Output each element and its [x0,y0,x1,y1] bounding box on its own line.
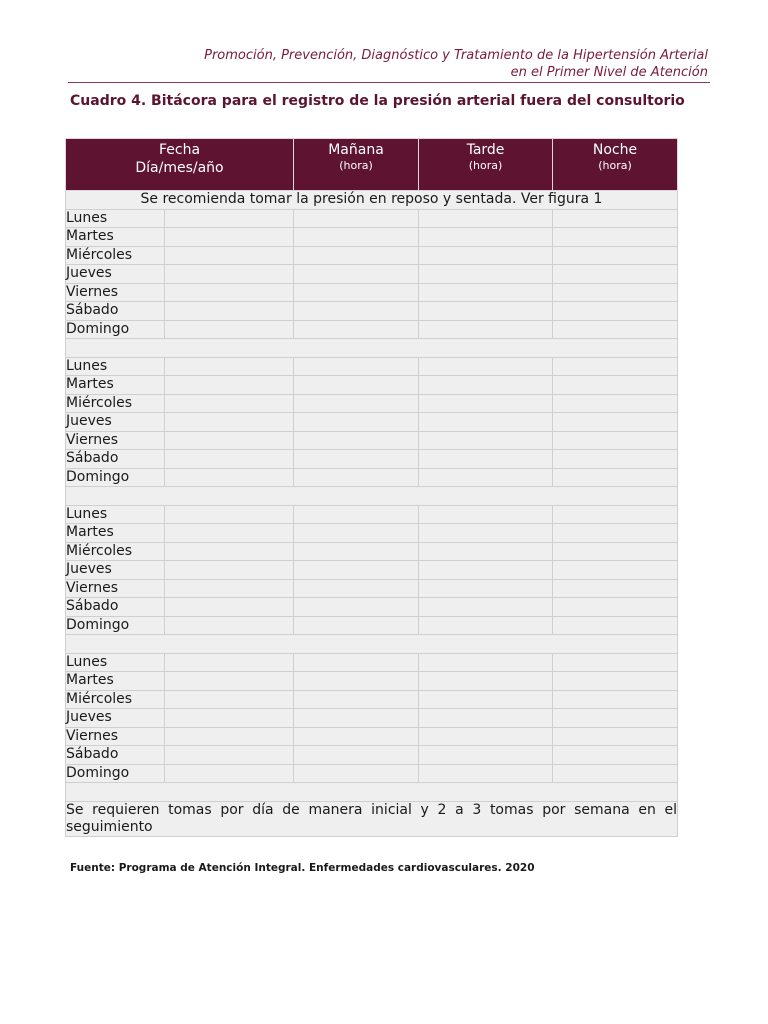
column-header-morning-unit: (hora) [339,159,373,172]
table-row [66,209,678,228]
blood-pressure-log-table [65,138,678,837]
night-entry-cell[interactable] [553,394,678,413]
morning-entry-cell[interactable] [294,357,419,376]
table-row [66,265,678,284]
date-entry-cell[interactable] [165,376,294,395]
column-header-afternoon-unit: (hora) [468,159,503,172]
afternoon-entry-cell[interactable] [419,413,553,432]
table-row [66,672,678,691]
day-label: Sábado [66,746,165,765]
day-label: Martes [66,376,165,395]
source-citation: Fuente: Programa de Atención Integral. Enfermedades cardiovasculares. 2020 [70,862,535,874]
column-header-morning-label: Mañana [328,142,384,158]
day-label: Jueves [66,413,165,432]
header-divider [68,82,710,83]
table-row [66,431,678,450]
night-entry-cell[interactable] [553,690,678,709]
afternoon-entry-cell[interactable] [419,616,553,635]
night-entry-cell[interactable] [553,524,678,543]
day-label: Lunes [66,653,165,672]
date-entry-cell[interactable] [165,598,294,617]
table-row [66,709,678,728]
day-label: Sábado [66,450,165,469]
week-separator-row [66,487,678,506]
week-separator-row [66,339,678,358]
date-entry-cell[interactable] [165,524,294,543]
morning-entry-cell[interactable] [294,468,419,487]
day-label: Sábado [66,302,165,321]
afternoon-entry-cell[interactable] [419,376,553,395]
week-separator-row [66,635,678,654]
afternoon-entry-cell[interactable] [419,579,553,598]
afternoon-entry-cell[interactable] [419,246,553,265]
table-row [66,653,678,672]
day-label: Martes [66,524,165,543]
morning-entry-cell[interactable] [294,505,419,524]
afternoon-entry-cell[interactable] [419,764,553,783]
column-header-night-unit: (hora) [598,159,632,172]
date-entry-cell[interactable] [165,302,294,321]
day-label: Miércoles [66,394,165,413]
date-entry-cell[interactable] [165,246,294,265]
document-header-line-2: en el Primer Nivel de Atención [510,65,708,80]
date-entry-cell[interactable] [165,320,294,339]
night-entry-cell[interactable] [553,727,678,746]
afternoon-entry-cell[interactable] [419,561,553,580]
table-row [66,561,678,580]
morning-entry-cell[interactable] [294,524,419,543]
morning-entry-cell[interactable] [294,320,419,339]
morning-entry-cell[interactable] [294,616,419,635]
column-header-afternoon [419,139,553,191]
recommendation-note: Se recomienda tomar la presión en reposo y sentada. Ver figura 1 [66,191,678,210]
afternoon-entry-cell[interactable] [419,431,553,450]
day-label: Miércoles [66,246,165,265]
day-label: Viernes [66,579,165,598]
morning-entry-cell[interactable] [294,561,419,580]
afternoon-entry-cell[interactable] [419,209,553,228]
morning-entry-cell[interactable] [294,413,419,432]
morning-entry-cell[interactable] [294,672,419,691]
night-entry-cell[interactable] [553,672,678,691]
date-entry-cell[interactable] [165,505,294,524]
night-entry-cell[interactable] [553,302,678,321]
date-entry-cell[interactable] [165,672,294,691]
day-label: Miércoles [66,690,165,709]
night-entry-cell[interactable] [553,561,678,580]
afternoon-entry-cell[interactable] [419,598,553,617]
date-entry-cell[interactable] [165,542,294,561]
column-header-date [66,139,294,191]
night-entry-cell[interactable] [553,450,678,469]
date-entry-cell[interactable] [165,616,294,635]
morning-entry-cell[interactable] [294,228,419,247]
day-label: Martes [66,228,165,247]
table-title: Cuadro 4. Bitácora para el registro de la presión arterial fuera del consultorio [70,93,685,109]
night-entry-cell[interactable] [553,209,678,228]
night-entry-cell[interactable] [553,764,678,783]
date-entry-cell[interactable] [165,265,294,284]
night-entry-cell[interactable] [553,228,678,247]
afternoon-entry-cell[interactable] [419,283,553,302]
day-label: Jueves [66,561,165,580]
afternoon-entry-cell[interactable] [419,302,553,321]
day-label: Domingo [66,616,165,635]
afternoon-entry-cell[interactable] [419,727,553,746]
afternoon-entry-cell[interactable] [419,450,553,469]
day-label: Jueves [66,709,165,728]
afternoon-entry-cell[interactable] [419,653,553,672]
morning-entry-cell[interactable] [294,209,419,228]
week-separator-cell [66,783,678,802]
table-row [66,468,678,487]
morning-entry-cell[interactable] [294,746,419,765]
table-row [66,320,678,339]
table-body [66,191,678,837]
afternoon-entry-cell[interactable] [419,746,553,765]
morning-entry-cell[interactable] [294,764,419,783]
week-separator-cell [66,339,678,358]
recommendation-row [66,191,678,210]
column-header-night [553,139,678,191]
column-header-date-format: Día/mes/año [135,160,224,176]
morning-entry-cell[interactable] [294,246,419,265]
week-separator-cell [66,635,678,654]
week-separator-cell [66,487,678,506]
date-entry-cell[interactable] [165,450,294,469]
morning-entry-cell[interactable] [294,690,419,709]
night-entry-cell[interactable] [553,653,678,672]
table-row [66,357,678,376]
table-row [66,302,678,321]
night-entry-cell[interactable] [553,746,678,765]
table-row [66,746,678,765]
table-row [66,376,678,395]
day-label: Jueves [66,265,165,284]
afternoon-entry-cell[interactable] [419,709,553,728]
date-entry-cell[interactable] [165,394,294,413]
table-row [66,542,678,561]
footer-note: Se requieren tomas por día de manera inicial y 2 a 3 tomas por semana en el seguimiento [66,801,677,835]
morning-entry-cell[interactable] [294,431,419,450]
night-entry-cell[interactable] [553,431,678,450]
day-label: Miércoles [66,542,165,561]
night-entry-cell[interactable] [553,320,678,339]
afternoon-entry-cell[interactable] [419,690,553,709]
morning-entry-cell[interactable] [294,653,419,672]
day-label: Sábado [66,598,165,617]
date-entry-cell[interactable] [165,209,294,228]
night-entry-cell[interactable] [553,616,678,635]
table-row [66,246,678,265]
footer-row [66,801,678,836]
day-label: Lunes [66,357,165,376]
night-entry-cell[interactable] [553,357,678,376]
date-entry-cell[interactable] [165,579,294,598]
night-entry-cell[interactable] [553,265,678,284]
table-row [66,450,678,469]
night-entry-cell[interactable] [553,413,678,432]
night-entry-cell[interactable] [553,579,678,598]
table-row [66,283,678,302]
afternoon-entry-cell[interactable] [419,505,553,524]
date-entry-cell[interactable] [165,357,294,376]
table-row [66,690,678,709]
date-entry-cell[interactable] [165,228,294,247]
afternoon-entry-cell[interactable] [419,524,553,543]
date-entry-cell[interactable] [165,709,294,728]
table-row [66,228,678,247]
day-label: Viernes [66,727,165,746]
day-label: Domingo [66,320,165,339]
morning-entry-cell[interactable] [294,450,419,469]
day-label: Domingo [66,764,165,783]
table-row [66,505,678,524]
morning-entry-cell[interactable] [294,265,419,284]
table-row [66,616,678,635]
date-entry-cell[interactable] [165,283,294,302]
date-entry-cell[interactable] [165,468,294,487]
morning-entry-cell[interactable] [294,727,419,746]
afternoon-entry-cell[interactable] [419,320,553,339]
date-entry-cell[interactable] [165,561,294,580]
table-row [66,524,678,543]
afternoon-entry-cell[interactable] [419,228,553,247]
date-entry-cell[interactable] [165,413,294,432]
date-entry-cell[interactable] [165,764,294,783]
night-entry-cell[interactable] [553,246,678,265]
night-entry-cell[interactable] [553,468,678,487]
day-label: Viernes [66,431,165,450]
afternoon-entry-cell[interactable] [419,672,553,691]
date-entry-cell[interactable] [165,746,294,765]
date-entry-cell[interactable] [165,690,294,709]
afternoon-entry-cell[interactable] [419,394,553,413]
night-entry-cell[interactable] [553,505,678,524]
afternoon-entry-cell[interactable] [419,265,553,284]
night-entry-cell[interactable] [553,542,678,561]
week-separator-row [66,783,678,802]
day-label: Viernes [66,283,165,302]
morning-entry-cell[interactable] [294,579,419,598]
afternoon-entry-cell[interactable] [419,468,553,487]
column-header-night-label: Noche [592,142,638,158]
column-header-afternoon-label: Tarde [466,142,505,158]
morning-entry-cell[interactable] [294,283,419,302]
date-entry-cell[interactable] [165,653,294,672]
morning-entry-cell[interactable] [294,394,419,413]
morning-entry-cell[interactable] [294,709,419,728]
table-row [66,394,678,413]
document-header-line-1: Promoción, Prevención, Diagnóstico y Tratamiento de la Hipertensión Arterial [204,48,708,63]
morning-entry-cell[interactable] [294,376,419,395]
date-entry-cell[interactable] [165,431,294,450]
morning-entry-cell[interactable] [294,302,419,321]
night-entry-cell[interactable] [553,709,678,728]
table-row [66,579,678,598]
table-row [66,413,678,432]
table-row [66,727,678,746]
column-header-date-label: Fecha [158,142,201,158]
column-header-morning [294,139,419,191]
day-label: Domingo [66,468,165,487]
morning-entry-cell[interactable] [294,542,419,561]
night-entry-cell[interactable] [553,283,678,302]
table-row [66,764,678,783]
date-entry-cell[interactable] [165,727,294,746]
night-entry-cell[interactable] [553,376,678,395]
morning-entry-cell[interactable] [294,598,419,617]
table-row [66,598,678,617]
afternoon-entry-cell[interactable] [419,542,553,561]
day-label: Lunes [66,505,165,524]
table-header-row [66,139,678,191]
day-label: Martes [66,672,165,691]
afternoon-entry-cell[interactable] [419,357,553,376]
day-label: Lunes [66,209,165,228]
night-entry-cell[interactable] [553,598,678,617]
